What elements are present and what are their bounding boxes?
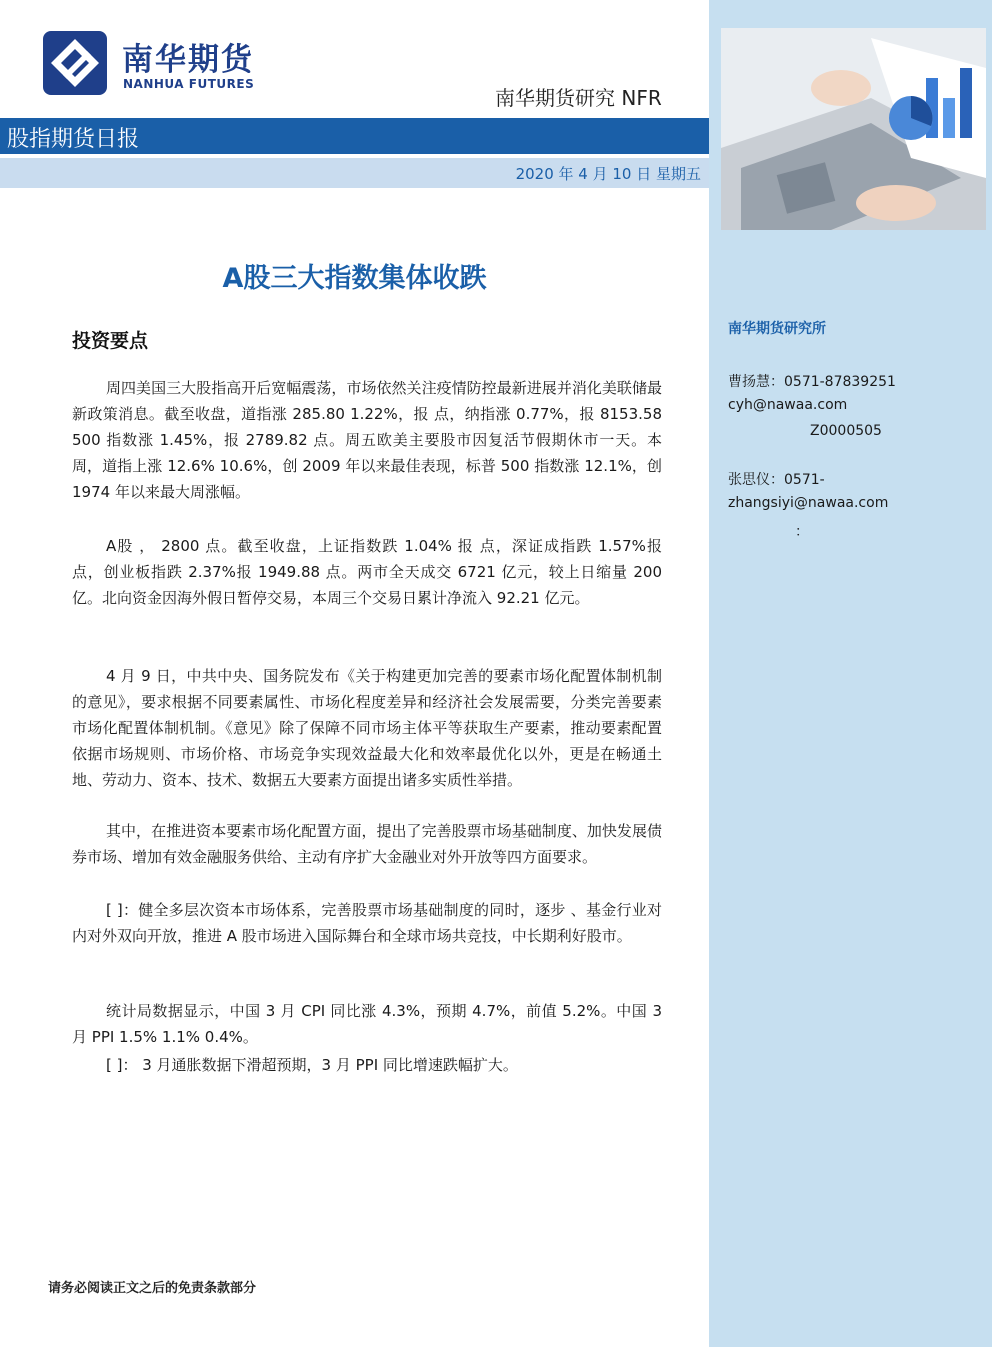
contact-line: 张思仪：0571- [728, 472, 825, 488]
paragraph-cpi-ppi: 统计局数据显示，中国 3 月 CPI 同比涨 4.3%，预期 4.7%，前值 5.2%。中国 3 月 PPI 1.5% 1.1% 0.4%。 [72, 1002, 662, 1046]
report-date: 2020 年 4 月 10 日 星期五 [515, 165, 701, 183]
paragraph-a-shares: A股 ， 2800 点。截至收盘，上证指数跌 1.04% 报 点，深证成指跌 1.57%报 点，创业板指跌 2.37%报 1949.88 点。两市全天成交 6721 亿元，较上日缩量 200 亿。北向资金因海外假日暂停交易，本周三个交易日累计净流入 92.21 亿元。 [72, 537, 662, 607]
paragraph-comment-2: [ ]： 3 月通胀数据下滑超预期，3 月 PPI 同比增速跌幅扩大。 [106, 1056, 518, 1074]
brand-name-en: NANHUA FUTURES [123, 77, 255, 91]
report-headline: A股三大指数集体收跌 [222, 263, 487, 294]
brand-name-cn: 南华期货 [122, 42, 254, 78]
paragraph-policy: 4 月 9 日，中共中央、国务院发布《关于构建更加完善的要素市场化配置体制机制的意见》，要求根据不同要素属性、市场化程度差异和经济社会发展需要，分类完善要素市场化配置体制机制。《意见》除了保障不同市场主体平等获取生产要素，推动要素配置依据市场规则、市场价格、市场竞争实现效益最大化和效率最优化以外，更是在畅通土地、劳动力、资本、技术、数据五大要素方面提出诸多实质性举措。 [72, 667, 662, 789]
contact-line: 曹扬慧：0571-87839251 [728, 374, 896, 390]
date-bar [0, 158, 709, 188]
research-label: 南华期货研究 NFR [495, 86, 662, 110]
paragraph-us-markets: 周四美国三大股指高开后宽幅震荡，市场依然关注疫情防控最新进展并消化美联储最新政策消息。截至收盘，道指涨 285.80 1.22%，报 点，纳指涨 0.77%，报 8153.58 500 指数涨 1.45%，报 2789.82 点。周五欧美主要股市因复活节假期休市一天。本周，道指上涨 12.6% 10.6%，创 2009 年以来最佳表现，标普 500 指数涨 12.1%，创 1974 年以来最大周涨幅。 [72, 379, 662, 501]
institute-name: 南华期货研究所 [728, 321, 826, 337]
paragraph-capital-market: 其中，在推进资本要素市场化配置方面，提出了完善股票市场基础制度、加快发展债券市场、增加有效金融服务供给、主动有序扩大金融业对外开放等四方面要求。 [72, 822, 662, 866]
cover-photo [721, 28, 986, 230]
nanhua-logo-icon [43, 31, 107, 95]
report-type: 股指期货日报 [7, 127, 140, 152]
contact-line: Z0000505 [810, 423, 882, 439]
disclaimer-footer: 请务必阅读正文之后的免责条款部分 [48, 1281, 257, 1296]
cover-photo-image [721, 28, 986, 230]
paragraph-comment-1: [ ]：健全多层次资本市场体系，完善股票市场基础制度的同时，逐步 、基金行业对内对外双向开放，推进 A 股市场进入国际舞台和全球市场共竞技，中长期利好股市。 [72, 901, 662, 945]
contact-email-link[interactable]: cyh@nawaa.com [728, 397, 848, 413]
section-title: 投资要点 [72, 330, 149, 352]
report-type-bar [0, 118, 709, 154]
contact-line: ： [795, 524, 809, 540]
contact-email-link[interactable]: zhangsiyi@nawaa.com [728, 495, 889, 511]
nanhua-logo [43, 31, 273, 97]
